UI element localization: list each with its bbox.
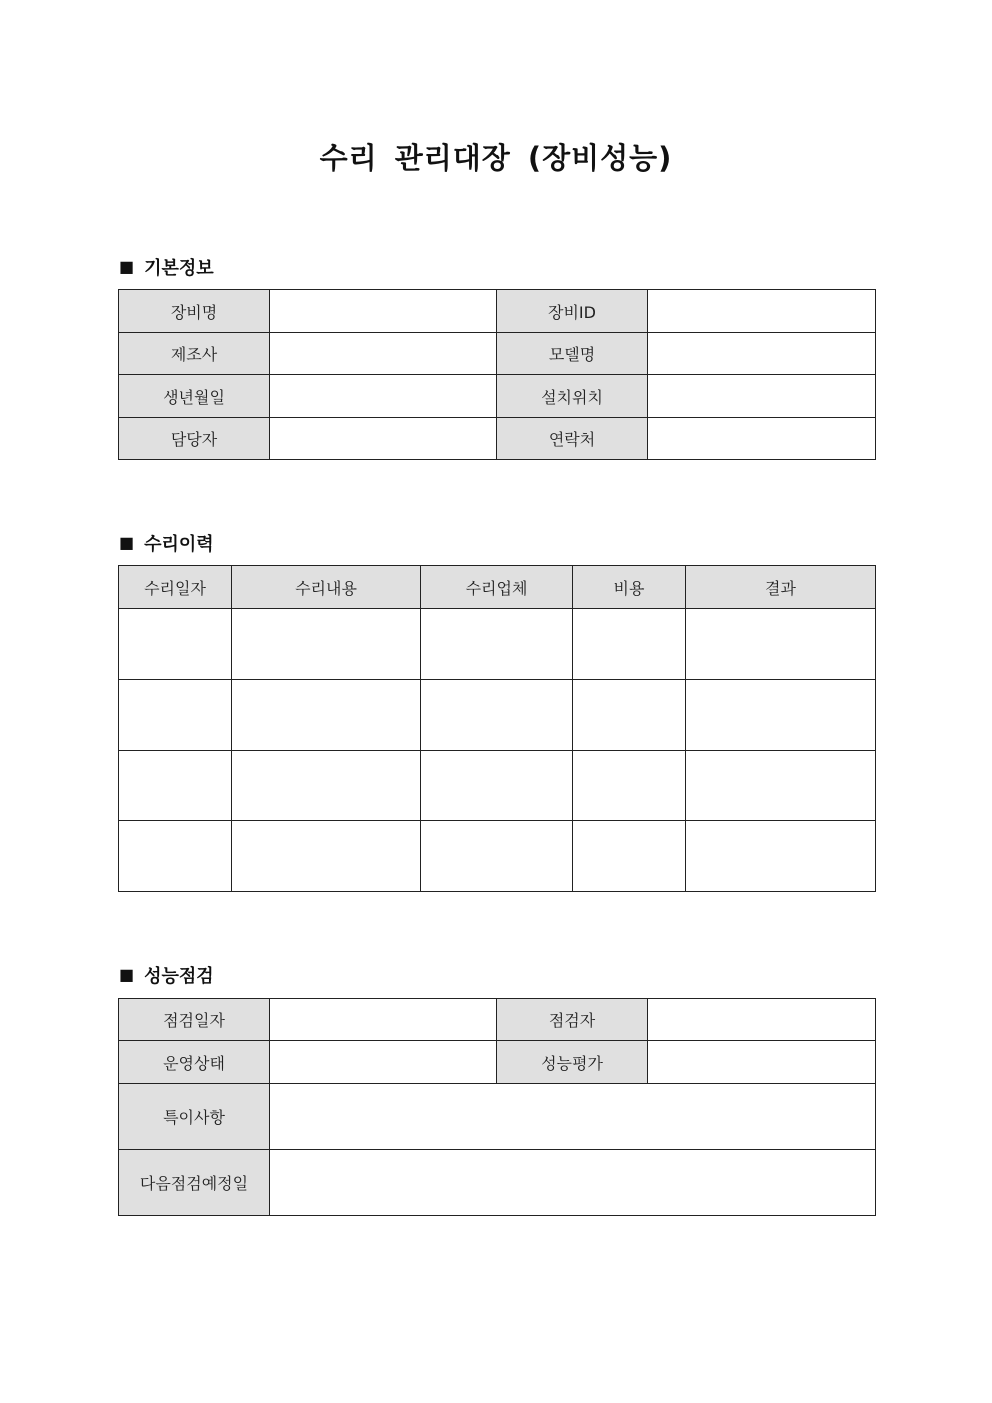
table-row <box>119 751 876 821</box>
section-title: 성능점검 <box>144 966 214 987</box>
section-performance-check-heading <box>119 962 214 988</box>
table-row <box>119 609 876 680</box>
repair-details-cell[interactable] <box>232 680 421 751</box>
basic-info-table <box>118 289 876 460</box>
performance-check-table <box>118 998 876 1216</box>
cost-cell[interactable] <box>573 680 686 751</box>
square-bullet-icon: ■ <box>119 965 135 984</box>
table-header-row <box>119 566 876 609</box>
table-row <box>119 1150 876 1216</box>
table-row <box>119 680 876 751</box>
column-header-repair-vendor: 수리업체 <box>421 566 573 609</box>
repair-date-cell[interactable] <box>119 751 232 821</box>
repair-details-cell[interactable] <box>232 751 421 821</box>
result-cell[interactable] <box>686 609 876 680</box>
operating-status-label: 운영상태 <box>119 1041 270 1084</box>
repair-vendor-cell[interactable] <box>421 680 573 751</box>
equipment-name-field[interactable] <box>270 290 497 333</box>
repair-vendor-cell[interactable] <box>421 821 573 892</box>
notes-field[interactable] <box>270 1084 876 1150</box>
table-row <box>119 821 876 892</box>
column-header-result: 결과 <box>686 566 876 609</box>
table-row <box>119 1041 876 1084</box>
repair-details-cell[interactable] <box>232 821 421 892</box>
model-name-label: 모델명 <box>497 333 648 375</box>
next-check-date-label: 다음점검예정일 <box>119 1150 270 1216</box>
section-basic-info-heading <box>119 254 214 280</box>
manager-label: 담당자 <box>119 418 270 460</box>
manufacturer-field[interactable] <box>270 333 497 375</box>
equipment-id-label: 장비ID <box>497 290 648 333</box>
result-cell[interactable] <box>686 751 876 821</box>
table-row <box>119 290 876 333</box>
document-title: 수리 관리대장 (장비성능) <box>319 141 673 175</box>
table-row <box>119 1084 876 1150</box>
repair-date-cell[interactable] <box>119 609 232 680</box>
check-date-label: 점검일자 <box>119 999 270 1041</box>
section-repair-history-heading <box>119 530 214 556</box>
square-bullet-icon: ■ <box>119 533 135 552</box>
cost-cell[interactable] <box>573 609 686 680</box>
section-title: 수리이력 <box>144 534 214 555</box>
table-row <box>119 418 876 460</box>
repair-history-table <box>118 565 876 892</box>
square-bullet-icon: ■ <box>119 257 135 276</box>
column-header-repair-date: 수리일자 <box>119 566 232 609</box>
section-title: 기본정보 <box>144 258 214 279</box>
operating-status-field[interactable] <box>270 1041 497 1084</box>
install-location-field[interactable] <box>648 375 876 418</box>
table-row <box>119 999 876 1041</box>
contact-label: 연락처 <box>497 418 648 460</box>
result-cell[interactable] <box>686 821 876 892</box>
manufacture-date-label: 생년월일 <box>119 375 270 418</box>
performance-evaluation-field[interactable] <box>648 1041 876 1084</box>
inspector-label: 점검자 <box>497 999 648 1041</box>
repair-date-cell[interactable] <box>119 821 232 892</box>
contact-field[interactable] <box>648 418 876 460</box>
table-row <box>119 333 876 375</box>
repair-vendor-cell[interactable] <box>421 751 573 821</box>
inspector-field[interactable] <box>648 999 876 1041</box>
install-location-label: 설치위치 <box>497 375 648 418</box>
column-header-cost: 비용 <box>573 566 686 609</box>
next-check-date-field[interactable] <box>270 1150 876 1216</box>
performance-evaluation-label: 성능평가 <box>497 1041 648 1084</box>
notes-label: 특이사항 <box>119 1084 270 1150</box>
manufacture-date-field[interactable] <box>270 375 497 418</box>
repair-date-cell[interactable] <box>119 680 232 751</box>
manufacturer-label: 제조사 <box>119 333 270 375</box>
equipment-name-label: 장비명 <box>119 290 270 333</box>
table-row <box>119 375 876 418</box>
column-header-repair-details: 수리내용 <box>232 566 421 609</box>
check-date-field[interactable] <box>270 999 497 1041</box>
model-name-field[interactable] <box>648 333 876 375</box>
repair-details-cell[interactable] <box>232 609 421 680</box>
equipment-id-field[interactable] <box>648 290 876 333</box>
result-cell[interactable] <box>686 680 876 751</box>
cost-cell[interactable] <box>573 821 686 892</box>
manager-field[interactable] <box>270 418 497 460</box>
repair-vendor-cell[interactable] <box>421 609 573 680</box>
cost-cell[interactable] <box>573 751 686 821</box>
